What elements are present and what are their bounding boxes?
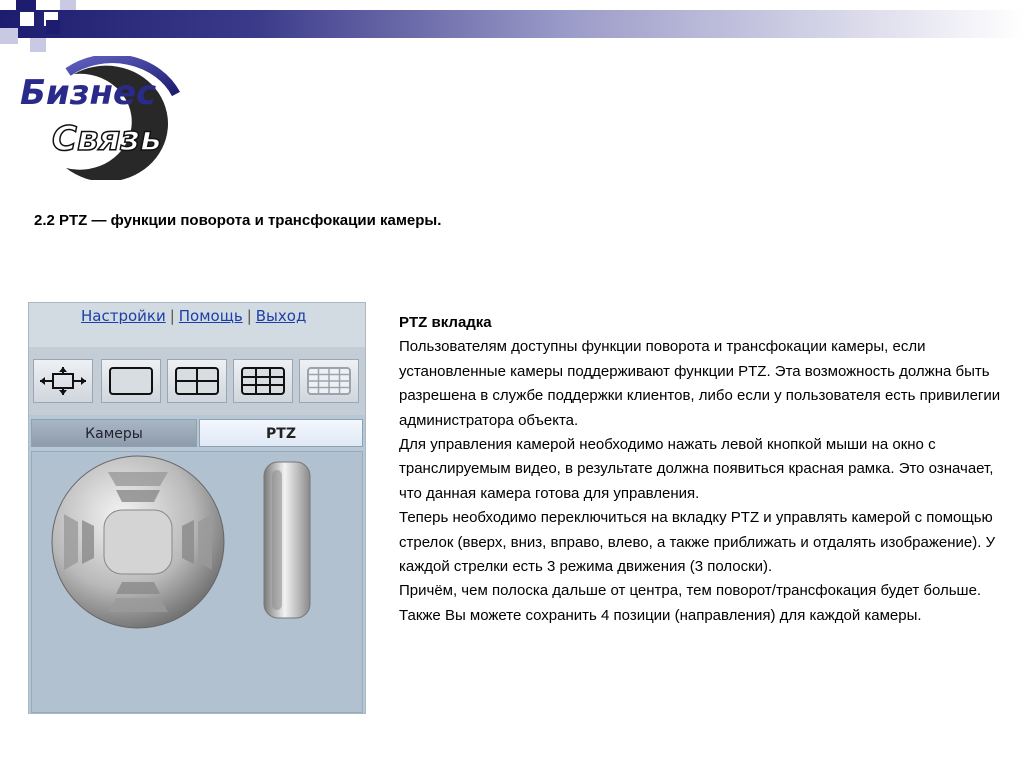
header-square xyxy=(30,38,46,52)
description-paragraph: Для управления камерой необходимо нажать левой кнопкой мыши на окно с транслируемым видео, в результате должна появиться красная рамка. Это означает, что данная камера готова для управления. xyxy=(399,436,994,502)
nine-view-button[interactable] xyxy=(233,359,293,403)
pan-up-arrow[interactable] xyxy=(108,472,168,486)
panel-top-bar xyxy=(29,303,365,347)
description-paragraph: Причём, чем полоска дальше от центра, тем поворот/трансфокация будет больше. xyxy=(399,582,982,600)
panel-tabs xyxy=(29,419,365,449)
pan-left-arrow[interactable] xyxy=(64,514,78,570)
ptz-screenshot xyxy=(28,302,366,714)
header-square xyxy=(20,12,34,26)
description-paragraph: Также Вы можете сохранить 4 позиции (направления) для каждой камеры. xyxy=(399,606,922,624)
sixteen-view-icon xyxy=(306,366,352,396)
logout-link[interactable]: Выход xyxy=(255,307,307,325)
quad-view-button[interactable] xyxy=(167,359,227,403)
pan-down-arrow[interactable] xyxy=(116,582,160,594)
link-separator: | xyxy=(246,307,252,325)
section-title: 2.2 PTZ — функции поворота и трансфокации камеры. xyxy=(34,212,442,229)
zoom-slider[interactable] xyxy=(264,462,310,618)
svg-text:Бизнес: Бизнес xyxy=(20,73,157,113)
header-square xyxy=(46,20,60,34)
company-logo xyxy=(16,56,184,180)
header-square xyxy=(60,0,76,10)
header-square xyxy=(16,0,36,10)
pan-right-arrow[interactable] xyxy=(182,520,194,564)
tab-ptz[interactable]: PTZ xyxy=(199,419,363,447)
ptz-controls xyxy=(32,452,362,712)
move-view-button[interactable] xyxy=(33,359,93,403)
pan-down-arrow[interactable] xyxy=(108,598,168,612)
view-toolbar xyxy=(29,347,365,415)
help-link[interactable]: Помощь xyxy=(178,307,243,325)
tab-cameras[interactable]: Камеры xyxy=(31,419,197,447)
settings-link[interactable]: Настройки xyxy=(81,307,166,325)
ptz-joystick[interactable] xyxy=(52,456,224,628)
sixteen-view-button[interactable] xyxy=(299,359,359,403)
link-separator: | xyxy=(169,307,175,325)
top-links xyxy=(81,307,306,325)
svg-text:Связь: Связь xyxy=(52,119,162,159)
ptz-description xyxy=(399,311,1019,628)
single-view-icon xyxy=(108,366,154,396)
description-heading: PTZ вкладка xyxy=(399,314,492,331)
pan-left-arrow[interactable] xyxy=(82,520,94,564)
quad-view-icon xyxy=(174,366,220,396)
nine-view-icon xyxy=(240,366,286,396)
ptz-control-area xyxy=(31,451,363,713)
pan-right-arrow[interactable] xyxy=(198,514,212,570)
single-view-button[interactable] xyxy=(101,359,161,403)
pan-up-arrow[interactable] xyxy=(116,490,160,502)
header-bar xyxy=(0,10,1024,38)
header-square xyxy=(0,28,18,44)
move-icon xyxy=(38,366,88,396)
description-paragraph: Теперь необходимо переключиться на вкладку PTZ и управлять камерой с помощью стрелок (вверх, вниз, вправо, влево, а также приближать и отдалять изображение). У каждой стрелки есть 3 режима движения (3 полоски). xyxy=(399,509,996,576)
description-paragraph: Пользователям доступны функции поворота и трансфокации камеры, если установленные камеры поддерживают функции PTZ. Эта возможность должна быть разрешена в службе поддержки клиентов, либо если у пользователя есть привилегии администратора объекта. xyxy=(399,338,1001,429)
